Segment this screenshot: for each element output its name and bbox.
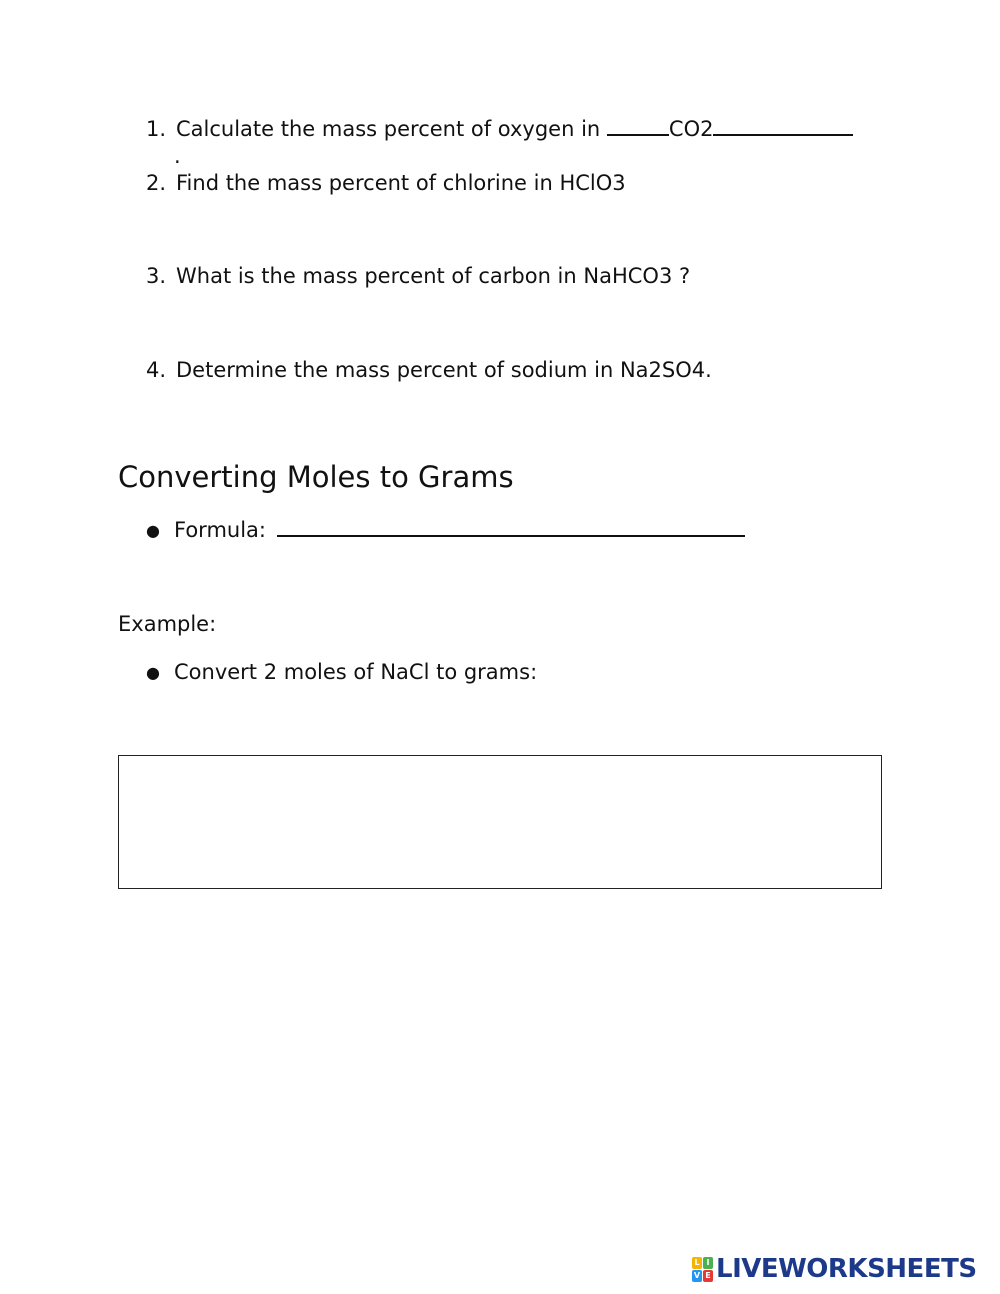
question-1 <box>146 116 853 142</box>
logo-mark-letter-3: V <box>693 1270 701 1280</box>
logo-mark-icon <box>692 1257 713 1282</box>
question-1-blank-right[interactable] <box>713 116 853 136</box>
question-2-number: 2. <box>146 171 167 195</box>
question-2-text: Find the mass percent of chlorine in HClO3 <box>176 171 626 195</box>
question-3 <box>146 263 690 289</box>
stray-dot: . <box>174 144 181 168</box>
example-bullet: ● <box>146 663 160 682</box>
question-1-number: 1. <box>146 117 167 141</box>
example-item-text: Convert 2 moles of NaCl to grams: <box>174 660 538 684</box>
question-2 <box>146 170 626 196</box>
question-4-text: Determine the mass percent of sodium in Na2SO4. <box>176 358 712 382</box>
question-4-number: 4. <box>146 358 167 382</box>
logo-mark-letter-2: I <box>703 1257 713 1269</box>
formula-blank[interactable] <box>277 517 745 537</box>
question-3-text: What is the mass percent of carbon in NaHCO3 ? <box>176 264 691 288</box>
question-1-blank-value[interactable]: CO2 <box>668 117 714 141</box>
logo-mark-letter-1: L <box>692 1257 702 1269</box>
section-heading: Converting Moles to Grams <box>118 460 514 494</box>
formula-item <box>146 517 745 544</box>
example-label: Example: <box>118 612 217 636</box>
question-1-blank-left[interactable] <box>607 116 669 136</box>
question-3-number: 3. <box>146 264 167 288</box>
question-4 <box>146 357 712 383</box>
liveworksheets-logo <box>692 1254 977 1284</box>
logo-mark-letter-4: E <box>703 1270 713 1282</box>
formula-bullet: ● <box>146 521 160 540</box>
example-item <box>146 659 537 686</box>
formula-label: Formula: <box>174 518 266 542</box>
logo-text: LIVEWORKSHEETS <box>716 1254 977 1284</box>
question-1-text: Calculate the mass percent of oxygen in <box>176 117 607 141</box>
answer-box[interactable] <box>118 755 882 889</box>
